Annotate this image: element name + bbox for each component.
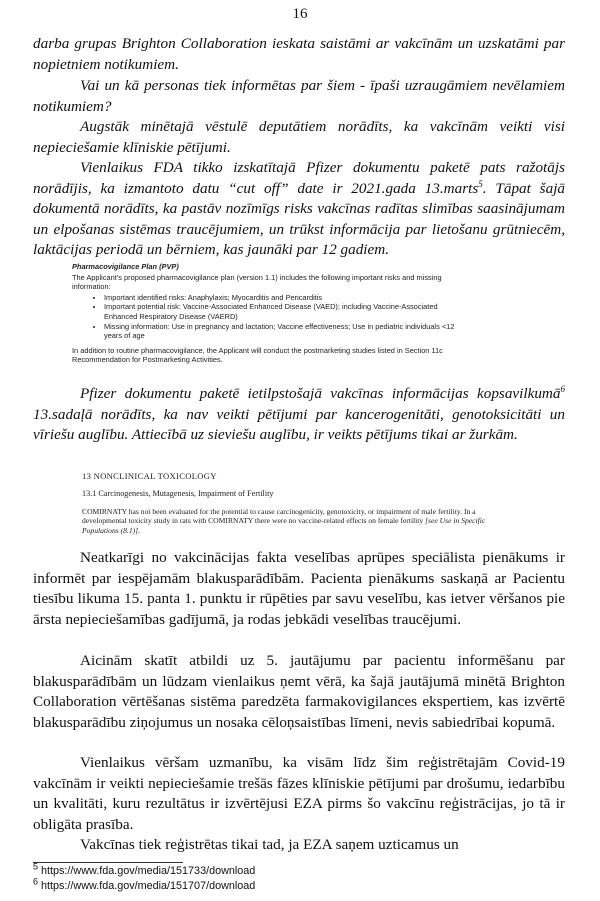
footnote-ref-6: 6 — [560, 383, 565, 394]
footnote-link: https://www.fda.gov/media/151733/download — [38, 865, 256, 877]
pvp-outro: In addition to routine pharmacovigilance, the Applicant will conduct the postmarketing studies listed in Section 11c Recommendation for Postmarketing Activities. — [72, 345, 443, 365]
paragraph-4 — [33, 158, 565, 261]
paragraph-4-text-a: Vienlaikus FDA tikko izskatītajā Pfizer dokumentu paketē pats ražotājs norādījis, ka izmantoto datu “cut off” date ir 2021.gada 13.marts — [33, 159, 565, 197]
paragraph-1: darba grupas Brighton Collaboration ieskata saistāmi ar vakcīnām un uzskatāmi par nopietniem notikumiem. — [33, 35, 565, 73]
paragraph-5-text-a: Pfizer dokumentu paketē ietilpstošajā vakcīnas informācijas kopsavilkumā — [80, 385, 561, 402]
tox-body-c: . — [138, 525, 141, 535]
footnote-ref-5: 5 — [478, 178, 483, 189]
pvp-title: Pharmacovigilance Plan (PVP) — [72, 262, 179, 271]
paragraph-3: Augstāk minētajā vēstulē deputātiem norādīts, ka vakcīnām veikti visi nepieciešamie klīniskie pētījumi. — [33, 118, 565, 156]
footnote-mark: 5 — [33, 861, 39, 872]
tox-body — [82, 507, 502, 535]
tox-body-ref: [see Use in Specific Populations (8.1)] — [82, 516, 486, 535]
paragraph-4-text-b: . Tāpat šajā dokumentā norādīts, ka pastāv nozīmīgs risks vakcīnas radītas slimības saasinājumam un elpošanas sistēmas traucējumiem, un trūkst informācija par lietošanu grūtniecēm, laktācijas periodā un bērniem, kas jaunāki par 12 gadiem. — [33, 179, 566, 259]
tox-heading: 13 NONCLINICAL TOXICOLOGY — [82, 471, 217, 481]
paragraph-8: Vienlaikus vēršam uzmanību, ka visām līdz šim reģistrētajām Covid-19 vakcīnām ir veikti nepieciešamie trešās fāzes klīniskie pētījumi par drošumu, iedarbību un kvalitāti, kuru rezultātus ir izvērtējusi EZA pirms šo vakcīnu reģistrācijas, jo tā ir obligāta prasība. — [33, 754, 565, 833]
paragraph-9: Vakcīnas tiek reģistrētas tikai tad, ja EZA saņem uzticamus un — [80, 836, 459, 853]
pvp-item: • Important identified risks: Anaphylaxis; Myocarditis and Pericarditis — [104, 293, 462, 303]
tox-body-a: COMIRNATY has not been evaluated for the potential to cause carcinogenicity, genotoxicity, or impairment of male fertility. In a developmental toxicity study in rats with COMIRNATY there were no vaccine-related effects on female fertility — [82, 506, 476, 526]
pvp-item: • Important potential risk: Vaccine-Associated Enhanced Disease (VAED); including Vaccine-Associated Enhanced Respiratory Disease (VAERD) — [104, 302, 462, 321]
paragraph-5 — [33, 384, 565, 446]
tox-subheading: 13.1 Carcinogenesis, Mutagenesis, Impairment of Fertility — [82, 489, 274, 499]
paragraph-5-text-b: 13.sadaļā norādīts, ka nav veikti pētījumi par kancerogenitāti, genotoksicitāti un vīriešu auglību. Attiecībā uz sieviešu auglību, ir veikts pētījums tikai ar žurkām. — [33, 405, 565, 444]
footnote-link: https://www.fda.gov/media/151707/download — [38, 880, 256, 892]
footnote-6 — [33, 876, 256, 893]
paragraph-6: Neatkarīgi no vakcinācijas fakta veselības aprūpes speciālista pienākums ir informēt par iespējamām blakusparādībām. Pacienta pienākums saskaņā ar Pacientu tiesību likuma 15. panta 1. punktu ir rūpēties par savu veselību, kas ietver vēršanos pie ārsta nepieciešamības gadījumā, ja rodas jebkādi veselības traucējumi. — [33, 549, 565, 628]
footnote-divider — [33, 862, 183, 863]
paragraph-7: Aicinām skatīt atbildi uz 5. jautājumu par pacientu informēšanu par blakusparādībām un lūdzam vienlaikus ņemt vērā, ka šajā jautājumā minētā Brighton Collaboration vērtēšanas sistēma paredzēta farmakovigilances ekspertiem, kas izvērtē blakusparādību ziņojumus un nosaka cēloņsaistības līmeni, nevis sabiedrībai kopumā. — [33, 652, 565, 731]
paragraph-2: Vai un kā personas tiek informētas par šiem - īpaši uzraugāmiem nevēlamiem notikumiem? — [33, 77, 565, 115]
page-number: 16 — [292, 6, 308, 22]
footnote-mark: 6 — [33, 876, 39, 887]
footnote-5 — [33, 861, 256, 878]
pvp-list — [72, 293, 462, 341]
nonclinical-toxicology-excerpt — [82, 471, 502, 535]
pvp-item: • Missing information: Use in pregnancy and lactation; Vaccine effectiveness; Use in pediatric individuals <12 years of age — [104, 322, 462, 341]
pharmacovigilance-plan-excerpt — [72, 262, 462, 365]
pvp-intro: The Applicant’s proposed pharmacovigilance plan (version 1.1) includes the following important risks and missing information: — [72, 272, 442, 292]
